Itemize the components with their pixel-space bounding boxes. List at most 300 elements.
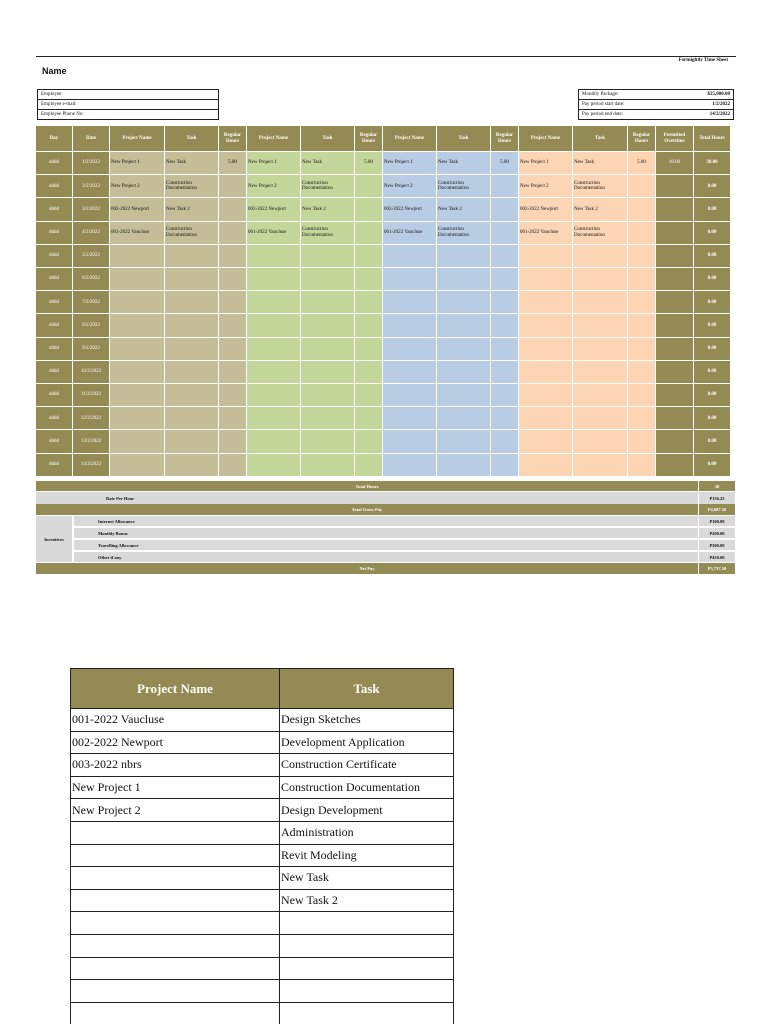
regular-hours-cell[interactable] [355, 175, 383, 198]
project-name-cell[interactable] [383, 361, 437, 384]
travelling-allowance-row: Travelling Allowance P300.00 [74, 540, 735, 551]
list-project-name[interactable] [71, 980, 280, 1002]
regular-hours-cell[interactable] [219, 198, 247, 221]
list-task[interactable]: Development Application [281, 734, 405, 749]
project-name-cell[interactable] [247, 361, 301, 384]
regular-hours-cell[interactable] [491, 454, 519, 477]
list-task[interactable] [280, 958, 453, 980]
regular-hours-cell[interactable] [628, 430, 656, 453]
regular-hours-cell[interactable] [355, 291, 383, 314]
task-cell[interactable] [437, 245, 491, 268]
project-name-cell[interactable] [247, 268, 301, 291]
regular-hours-cell[interactable] [491, 361, 519, 384]
project-name-cell[interactable] [110, 407, 165, 430]
date-cell: 6/2/2022 [73, 268, 110, 291]
task-cell[interactable] [301, 384, 355, 407]
regular-hours-cell[interactable] [628, 454, 656, 477]
list-task[interactable] [280, 1003, 453, 1024]
column-header: Task [165, 126, 219, 152]
list-row [71, 754, 453, 777]
pay-start-row[interactable]: Pay period start date: 1/2/2022 [579, 100, 733, 110]
project-name-cell[interactable] [247, 291, 301, 314]
total-hours-cell: 0.00 [694, 430, 731, 453]
list-task[interactable]: New Task 2 [281, 893, 338, 908]
task-cell[interactable] [573, 245, 628, 268]
task-cell[interactable] [301, 361, 355, 384]
project-name-cell[interactable]: New Project 2 [519, 175, 573, 198]
task-cell[interactable] [437, 314, 491, 337]
regular-hours-cell[interactable] [491, 198, 519, 221]
project-name-cell[interactable]: 002-2022 Newport [110, 198, 165, 221]
task-cell[interactable]: New Task [573, 152, 628, 175]
list-project-name[interactable] [71, 890, 280, 912]
column-header: Date [73, 126, 110, 152]
date-cell: 7/2/2022 [73, 291, 110, 314]
regular-hours-cell[interactable] [491, 430, 519, 453]
day-cell: dddd [36, 291, 73, 314]
task-cell[interactable] [301, 291, 355, 314]
task-cell[interactable] [573, 361, 628, 384]
project-name-cell[interactable] [247, 454, 301, 477]
task-cell[interactable] [301, 430, 355, 453]
task-cell[interactable]: New Task 2 [301, 198, 355, 221]
list-row [71, 912, 453, 935]
regular-hours-cell[interactable] [219, 268, 247, 291]
project-name-cell[interactable] [110, 268, 165, 291]
employee-email-row[interactable]: Employee e-mail: [38, 100, 218, 110]
project-task-lists [70, 668, 454, 1024]
project-name-cell[interactable] [110, 430, 165, 453]
overtime-cell[interactable] [656, 175, 694, 198]
list-project-name[interactable] [71, 935, 280, 957]
task-cell[interactable] [165, 245, 219, 268]
task-cell[interactable] [573, 384, 628, 407]
column-header: Task [301, 126, 355, 152]
task-header: Task [353, 680, 380, 696]
regular-hours-cell[interactable] [491, 268, 519, 291]
date-cell: 5/2/2022 [73, 245, 110, 268]
other-allowance-row: Other if any P450.00 [74, 552, 735, 562]
regular-hours-cell[interactable] [219, 245, 247, 268]
day-cell: dddd [36, 361, 73, 384]
task-cell[interactable] [437, 291, 491, 314]
regular-hours-cell[interactable] [355, 268, 383, 291]
regular-hours-cell[interactable] [628, 245, 656, 268]
day-cell: dddd [36, 454, 73, 477]
regular-hours-cell[interactable] [628, 384, 656, 407]
employee-info-box [37, 89, 219, 120]
pay-end-row[interactable]: Pay period end date: 14/2/2022 [579, 110, 733, 120]
task-cell[interactable] [165, 407, 219, 430]
project-name-cell[interactable]: New Project 1 [110, 152, 165, 175]
list-project-name[interactable]: New Project 1 [71, 777, 280, 799]
list-row [71, 822, 453, 845]
regular-hours-cell[interactable] [628, 268, 656, 291]
project-name-cell[interactable] [247, 384, 301, 407]
project-name-cell[interactable]: New Project 1 [247, 152, 301, 175]
task-cell[interactable] [301, 314, 355, 337]
overtime-cell[interactable] [656, 430, 694, 453]
task-cell[interactable]: Construction Documentation [437, 175, 491, 198]
overtime-cell[interactable] [656, 291, 694, 314]
overtime-cell[interactable] [656, 198, 694, 221]
overtime-cell[interactable] [656, 245, 694, 268]
project-name-cell[interactable] [110, 314, 165, 337]
timesheet-table [36, 126, 735, 477]
task-cell[interactable]: Construction Documentation [165, 222, 219, 245]
list-row [71, 777, 453, 800]
task-cell[interactable] [573, 268, 628, 291]
pay-info-box [578, 89, 734, 120]
incentives-label: Incentives [36, 516, 73, 562]
total-hours-cell: 0.00 [694, 454, 731, 477]
project-name-cell[interactable] [110, 338, 165, 361]
project-name-cell[interactable] [247, 407, 301, 430]
regular-hours-cell[interactable] [628, 222, 656, 245]
list-row [71, 980, 453, 1003]
regular-hours-cell[interactable] [355, 384, 383, 407]
task-cell[interactable] [437, 454, 491, 477]
project-name-cell[interactable] [519, 338, 573, 361]
list-project-name[interactable]: New Project 2 [71, 799, 280, 821]
task-cell[interactable]: New Task [437, 152, 491, 175]
list-project-name[interactable] [71, 1003, 280, 1024]
regular-hours-cell[interactable] [628, 198, 656, 221]
project-name-cell[interactable]: New Project 2 [383, 175, 437, 198]
total-hours-cell: 0.00 [694, 245, 731, 268]
column-header: Regular Hours [628, 126, 656, 152]
project-name-cell[interactable] [247, 245, 301, 268]
list-row [71, 1003, 453, 1024]
regular-hours-cell[interactable] [491, 222, 519, 245]
regular-hours-cell[interactable] [355, 454, 383, 477]
net-pay-row: Net Pay P5,737.50 [36, 563, 735, 574]
project-name-cell[interactable] [519, 384, 573, 407]
regular-hours-cell[interactable] [355, 245, 383, 268]
project-name-cell[interactable] [519, 361, 573, 384]
total-hours-cell: 0.00 [694, 291, 731, 314]
date-cell: 12/2/2022 [73, 407, 110, 430]
project-name-cell[interactable]: 002-2022 Newport [247, 198, 301, 221]
list-task[interactable] [280, 935, 453, 957]
total-hours-cell: 0.00 [694, 198, 731, 221]
list-project-name[interactable] [71, 912, 280, 934]
project-name-cell[interactable]: 002-2022 Newport [383, 198, 437, 221]
column-header: Regular Hours [491, 126, 519, 152]
task-cell[interactable]: Construction Documentation [301, 222, 355, 245]
document-title: Fortnightly Time Sheet [678, 58, 728, 63]
regular-hours-cell[interactable]: 5.00 [491, 152, 519, 175]
regular-hours-cell[interactable] [219, 291, 247, 314]
regular-hours-cell[interactable] [219, 175, 247, 198]
overtime-cell[interactable] [656, 361, 694, 384]
overtime-cell[interactable] [656, 222, 694, 245]
regular-hours-cell[interactable] [219, 384, 247, 407]
total-hours-row: Total Hours 30 [36, 481, 735, 491]
task-cell[interactable]: New Task [165, 152, 219, 175]
project-name-cell[interactable]: 001-2022 Vaucluse [383, 222, 437, 245]
overtime-cell[interactable] [656, 268, 694, 291]
task-cell[interactable]: Construction Documentation [573, 175, 628, 198]
task-cell[interactable] [301, 268, 355, 291]
task-cell[interactable] [301, 245, 355, 268]
task-cell[interactable]: New Task [301, 152, 355, 175]
task-cell[interactable]: Construction Documentation [165, 175, 219, 198]
employee-phone-row[interactable]: Employee Phone No: [38, 110, 218, 120]
regular-hours-cell[interactable] [355, 407, 383, 430]
task-cell[interactable] [437, 268, 491, 291]
project-name-cell[interactable] [383, 268, 437, 291]
regular-hours-cell[interactable] [628, 175, 656, 198]
regular-hours-cell[interactable]: 5.00 [628, 152, 656, 175]
regular-hours-cell[interactable] [628, 314, 656, 337]
overtime-cell[interactable] [656, 384, 694, 407]
overtime-cell[interactable] [656, 454, 694, 477]
project-name-cell[interactable] [247, 338, 301, 361]
list-project-name[interactable]: 002-2022 Newport [71, 732, 280, 754]
list-task[interactable]: Construction Documentation [281, 780, 420, 795]
task-cell[interactable] [301, 338, 355, 361]
column-header: Task [573, 126, 628, 152]
task-cell[interactable]: Construction Documentation [301, 175, 355, 198]
project-name-cell[interactable]: New Project 1 [519, 152, 573, 175]
regular-hours-cell[interactable] [219, 361, 247, 384]
regular-hours-cell[interactable] [355, 430, 383, 453]
regular-hours-cell[interactable]: 5.00 [219, 152, 247, 175]
project-name-cell[interactable]: New Project 2 [247, 175, 301, 198]
list-task[interactable]: Design Development [281, 802, 383, 817]
list-row [71, 867, 453, 890]
date-cell: 4/2/2022 [73, 222, 110, 245]
regular-hours-cell[interactable] [219, 454, 247, 477]
project-name-cell[interactable] [383, 384, 437, 407]
list-task[interactable]: Revit Modeling [281, 847, 357, 862]
column-header: Total Hours [694, 126, 731, 152]
list-row [71, 799, 453, 822]
project-name-header: Project Name [71, 669, 280, 708]
project-name-cell[interactable]: New Project 1 [383, 152, 437, 175]
project-name-cell[interactable]: 001-2022 Vaucluse [110, 222, 165, 245]
project-name-cell[interactable] [110, 384, 165, 407]
regular-hours-cell[interactable] [219, 222, 247, 245]
project-name-cell[interactable]: 001-2022 Vaucluse [519, 222, 573, 245]
day-cell: dddd [36, 198, 73, 221]
task-cell[interactable] [437, 407, 491, 430]
project-name-cell[interactable] [519, 268, 573, 291]
list-project-name[interactable]: 003-2022 nbrs [71, 754, 280, 776]
task-cell[interactable]: Construction Documentation [573, 222, 628, 245]
project-name-cell[interactable] [110, 454, 165, 477]
list-row [71, 845, 453, 868]
task-cell[interactable] [437, 338, 491, 361]
day-cell: dddd [36, 407, 73, 430]
task-cell[interactable] [301, 407, 355, 430]
regular-hours-cell[interactable] [355, 361, 383, 384]
regular-hours-cell[interactable] [219, 430, 247, 453]
column-header: Regular Hours [355, 126, 383, 152]
task-cell[interactable]: New Task 2 [437, 198, 491, 221]
monthly-bonus-row: Monthly Bonus P200.00 [74, 528, 735, 539]
list-row [71, 890, 453, 913]
project-name-cell[interactable] [383, 314, 437, 337]
total-hours-cell: 0.00 [694, 222, 731, 245]
task-cell[interactable] [573, 454, 628, 477]
project-name-cell[interactable] [383, 245, 437, 268]
column-header: Permitted Overtime [656, 126, 694, 152]
regular-hours-cell[interactable] [491, 291, 519, 314]
task-cell[interactable] [437, 361, 491, 384]
project-name-cell[interactable] [519, 291, 573, 314]
total-hours-cell: 30.00 [694, 152, 731, 175]
regular-hours-cell[interactable] [628, 361, 656, 384]
list-row [71, 732, 453, 755]
list-task[interactable]: Administration [281, 825, 354, 840]
column-header: Project Name [519, 126, 573, 152]
task-cell[interactable] [165, 430, 219, 453]
day-cell: dddd [36, 175, 73, 198]
overtime-cell[interactable] [656, 314, 694, 337]
task-cell[interactable] [573, 407, 628, 430]
regular-hours-cell[interactable] [355, 222, 383, 245]
column-header: Project Name [383, 126, 437, 152]
day-cell: dddd [36, 314, 73, 337]
regular-hours-cell[interactable] [491, 175, 519, 198]
regular-hours-cell[interactable] [355, 314, 383, 337]
task-cell[interactable]: New Task 2 [165, 198, 219, 221]
monthly-package-row[interactable]: Monthly Package: $25,000.00 [579, 90, 733, 100]
date-cell: 1/2/2022 [73, 152, 110, 175]
project-name-cell[interactable] [383, 291, 437, 314]
task-cell[interactable] [437, 430, 491, 453]
column-header: Project Name [110, 126, 165, 152]
task-cell[interactable] [165, 268, 219, 291]
day-cell: dddd [36, 245, 73, 268]
column-header: Day [36, 126, 73, 152]
project-name-cell[interactable]: 001-2022 Vaucluse [247, 222, 301, 245]
task-cell[interactable] [301, 454, 355, 477]
regular-hours-cell[interactable]: 5.00 [355, 152, 383, 175]
regular-hours-cell[interactable] [219, 407, 247, 430]
regular-hours-cell[interactable] [355, 338, 383, 361]
date-cell: 11/2/2022 [73, 384, 110, 407]
total-hours-cell: 0.00 [694, 314, 731, 337]
task-cell[interactable] [165, 361, 219, 384]
internet-allowance-row: Internet Allowance P100.00 [74, 516, 735, 527]
regular-hours-cell[interactable] [355, 198, 383, 221]
list-task[interactable] [280, 912, 453, 934]
project-name-cell[interactable] [519, 430, 573, 453]
project-name-cell[interactable] [383, 338, 437, 361]
total-hours-cell: 0.00 [694, 338, 731, 361]
task-cell[interactable] [573, 430, 628, 453]
regular-hours-cell[interactable] [491, 384, 519, 407]
task-cell[interactable]: Construction Documentation [437, 222, 491, 245]
list-row [71, 935, 453, 958]
task-cell[interactable] [437, 384, 491, 407]
task-cell[interactable] [165, 314, 219, 337]
regular-hours-cell[interactable] [628, 338, 656, 361]
list-project-name[interactable] [71, 867, 280, 889]
project-name-cell[interactable] [519, 407, 573, 430]
project-name-cell[interactable] [519, 314, 573, 337]
total-hours-cell: 0.00 [694, 407, 731, 430]
task-cell[interactable] [165, 338, 219, 361]
list-project-name[interactable] [71, 958, 280, 980]
day-cell: dddd [36, 152, 73, 175]
project-name-cell[interactable] [383, 430, 437, 453]
day-cell: dddd [36, 338, 73, 361]
task-cell[interactable]: New Task 2 [573, 198, 628, 221]
project-name-cell[interactable] [247, 314, 301, 337]
regular-hours-cell[interactable] [491, 245, 519, 268]
regular-hours-cell[interactable] [628, 291, 656, 314]
day-cell: dddd [36, 222, 73, 245]
day-cell: dddd [36, 430, 73, 453]
task-cell[interactable] [165, 384, 219, 407]
project-name-cell[interactable] [383, 407, 437, 430]
list-task[interactable] [280, 980, 453, 1002]
project-name-cell[interactable] [110, 291, 165, 314]
list-task[interactable]: Construction Certificate [281, 757, 397, 772]
task-cell[interactable] [165, 454, 219, 477]
task-cell[interactable] [573, 314, 628, 337]
name-heading: Name [42, 66, 67, 76]
list-task[interactable]: New Task [281, 870, 329, 885]
overtime-cell[interactable] [656, 407, 694, 430]
regular-hours-cell[interactable] [491, 407, 519, 430]
regular-hours-cell[interactable] [219, 314, 247, 337]
project-name-cell[interactable]: New Project 2 [110, 175, 165, 198]
date-cell: 3/2/2022 [73, 198, 110, 221]
task-cell[interactable] [573, 291, 628, 314]
total-hours-cell: 0.00 [694, 384, 731, 407]
column-header: Project Name [247, 126, 301, 152]
rate-row: Rate Per Hour P156.25 [36, 492, 735, 504]
header-rule [36, 56, 736, 57]
project-name-cell[interactable]: 002-2022 Newport [519, 198, 573, 221]
gross-pay-row: Total Gross Pay P4,687.50 [36, 504, 735, 515]
overtime-cell[interactable] [656, 338, 694, 361]
project-name-cell[interactable] [110, 245, 165, 268]
regular-hours-cell[interactable] [491, 314, 519, 337]
list-project-name[interactable] [71, 845, 280, 867]
regular-hours-cell[interactable] [219, 338, 247, 361]
project-name-cell[interactable] [247, 430, 301, 453]
list-task[interactable]: Design Sketches [281, 712, 361, 727]
task-cell[interactable] [573, 338, 628, 361]
list-row [71, 958, 453, 981]
list-project-name[interactable]: 001-2022 Vaucluse [71, 709, 280, 731]
overtime-cell[interactable]: 10.00 [656, 152, 694, 175]
column-header: Regular Hours [219, 126, 247, 152]
project-name-cell[interactable] [383, 454, 437, 477]
project-name-cell[interactable] [519, 245, 573, 268]
lists-header-row [71, 669, 453, 709]
date-cell: 8/2/2022 [73, 314, 110, 337]
list-row [71, 709, 453, 732]
project-name-cell[interactable] [110, 361, 165, 384]
column-header: Task [437, 126, 491, 152]
project-name-cell[interactable] [519, 454, 573, 477]
employee-name-row[interactable]: Employee: [38, 90, 218, 100]
task-cell[interactable] [165, 291, 219, 314]
regular-hours-cell[interactable] [628, 407, 656, 430]
date-cell: 14/2/2022 [73, 454, 110, 477]
regular-hours-cell[interactable] [491, 338, 519, 361]
day-cell: dddd [36, 384, 73, 407]
list-project-name[interactable] [71, 822, 280, 844]
day-cell: dddd [36, 268, 73, 291]
